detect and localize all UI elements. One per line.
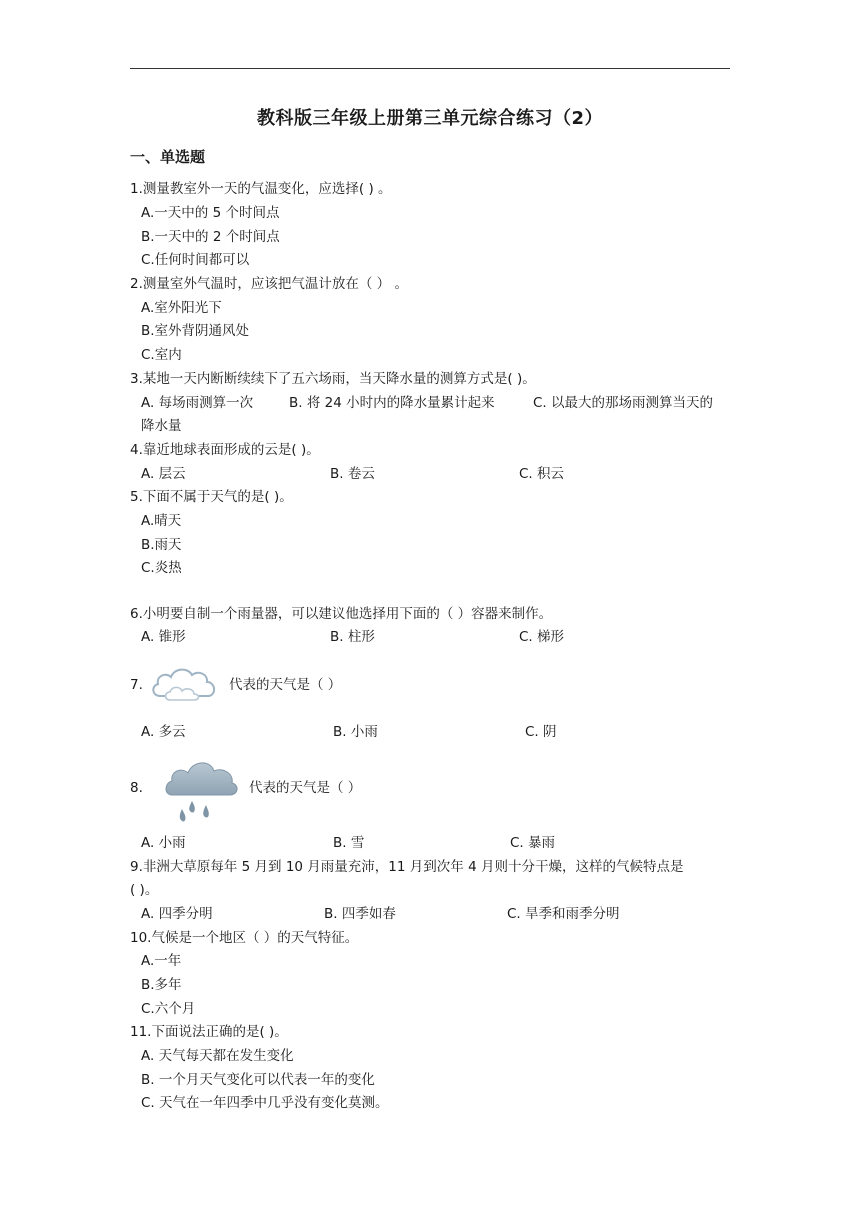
question-9-option-b[interactable]: B. 四季如春 <box>324 906 396 922</box>
question-8-stem: 代表的天气是（ ） <box>249 780 362 796</box>
question-7-option-a[interactable]: A. 多云 <box>141 724 186 740</box>
question-4-option-c[interactable]: C. 积云 <box>519 466 565 482</box>
question-8-number: 8. <box>130 780 143 796</box>
question-6-option-b[interactable]: B. 柱形 <box>330 629 375 645</box>
question-5-option-c[interactable]: C.炎热 <box>141 560 182 576</box>
section-heading: 一、单选题 <box>130 148 206 166</box>
question-11-option-a[interactable]: A. 天气每天都在发生变化 <box>141 1048 294 1064</box>
question-8-option-a[interactable]: A. 小雨 <box>141 835 186 851</box>
question-4-stem: 4.靠近地球表面形成的云是( )。 <box>130 442 320 458</box>
question-7-number: 7. <box>130 677 143 693</box>
question-10-option-b[interactable]: B.多年 <box>141 977 182 993</box>
question-5-option-a[interactable]: A.晴天 <box>141 513 182 529</box>
question-10-stem: 10.气候是一个地区（ ）的天气特征。 <box>130 930 359 946</box>
question-1-option-a[interactable]: A.一天中的 5 个时间点 <box>141 205 280 221</box>
question-2-option-b[interactable]: B.室外背阴通风处 <box>141 323 250 339</box>
question-8-option-b[interactable]: B. 雪 <box>333 835 365 851</box>
question-7-stem: 代表的天气是（ ） <box>229 677 342 693</box>
rain-cloud-icon <box>162 755 240 827</box>
question-4-option-b[interactable]: B. 卷云 <box>330 466 375 482</box>
question-9-option-c[interactable]: C. 旱季和雨季分明 <box>507 906 620 922</box>
header-rule <box>130 68 730 69</box>
question-6-option-a[interactable]: A. 锥形 <box>141 629 186 645</box>
question-6-stem: 6.小明要自制一个雨量器，可以建议他选择用下面的（ ）容器来制作。 <box>130 606 553 622</box>
question-5-stem: 5.下面不属于天气的是( )。 <box>130 489 293 505</box>
cloud-icon <box>148 662 220 706</box>
question-6-option-c[interactable]: C. 梯形 <box>519 629 565 645</box>
question-3-option-a[interactable]: A. 每场雨测算一次 <box>141 395 254 411</box>
question-2-option-c[interactable]: C.室内 <box>141 347 182 363</box>
question-5-option-b[interactable]: B.雨天 <box>141 537 182 553</box>
question-11-stem: 11.下面说法正确的是( )。 <box>130 1024 288 1040</box>
question-9-stem-continued: ( )。 <box>130 882 159 898</box>
question-3-option-c-continued: 降水量 <box>141 418 182 434</box>
page-title: 教科版三年级上册第三单元综合练习（2） <box>256 108 604 129</box>
question-9-stem: 9.非洲大草原每年 5 月到 10 月雨量充沛，11 月到次年 4 月则十分干燥，这样的气候特点是 <box>130 859 684 875</box>
question-2-option-a[interactable]: A.室外阳光下 <box>141 300 222 316</box>
question-8-option-c[interactable]: C. 暴雨 <box>510 835 556 851</box>
question-1-option-c[interactable]: C.任何时间都可以 <box>141 252 250 268</box>
question-1-option-b[interactable]: B.一天中的 2 个时间点 <box>141 229 280 245</box>
question-3-option-b[interactable]: B. 将 24 小时内的降水量累计起来 <box>289 395 495 411</box>
question-3-option-c[interactable]: C. 以最大的那场雨测算当天的 <box>533 395 714 411</box>
question-11-option-c[interactable]: C. 天气在一年四季中几乎没有变化莫测。 <box>141 1095 389 1111</box>
question-9-option-a[interactable]: A. 四季分明 <box>141 906 213 922</box>
question-7-option-c[interactable]: C. 阴 <box>525 724 557 740</box>
question-2-stem: 2.测量室外气温时，应该把气温计放在（ ） 。 <box>130 276 408 292</box>
question-7-option-b[interactable]: B. 小雨 <box>333 724 378 740</box>
question-11-option-b[interactable]: B. 一个月天气变化可以代表一年的变化 <box>141 1072 375 1088</box>
question-4-option-a[interactable]: A. 层云 <box>141 466 186 482</box>
question-10-option-c[interactable]: C.六个月 <box>141 1001 196 1017</box>
question-10-option-a[interactable]: A.一年 <box>141 953 182 969</box>
question-1-stem: 1.测量教室外一天的气温变化，应选择( ) 。 <box>130 181 392 197</box>
question-3-stem: 3.某地一天内断断续续下了五六场雨，当天降水量的测算方式是( )。 <box>130 371 536 387</box>
